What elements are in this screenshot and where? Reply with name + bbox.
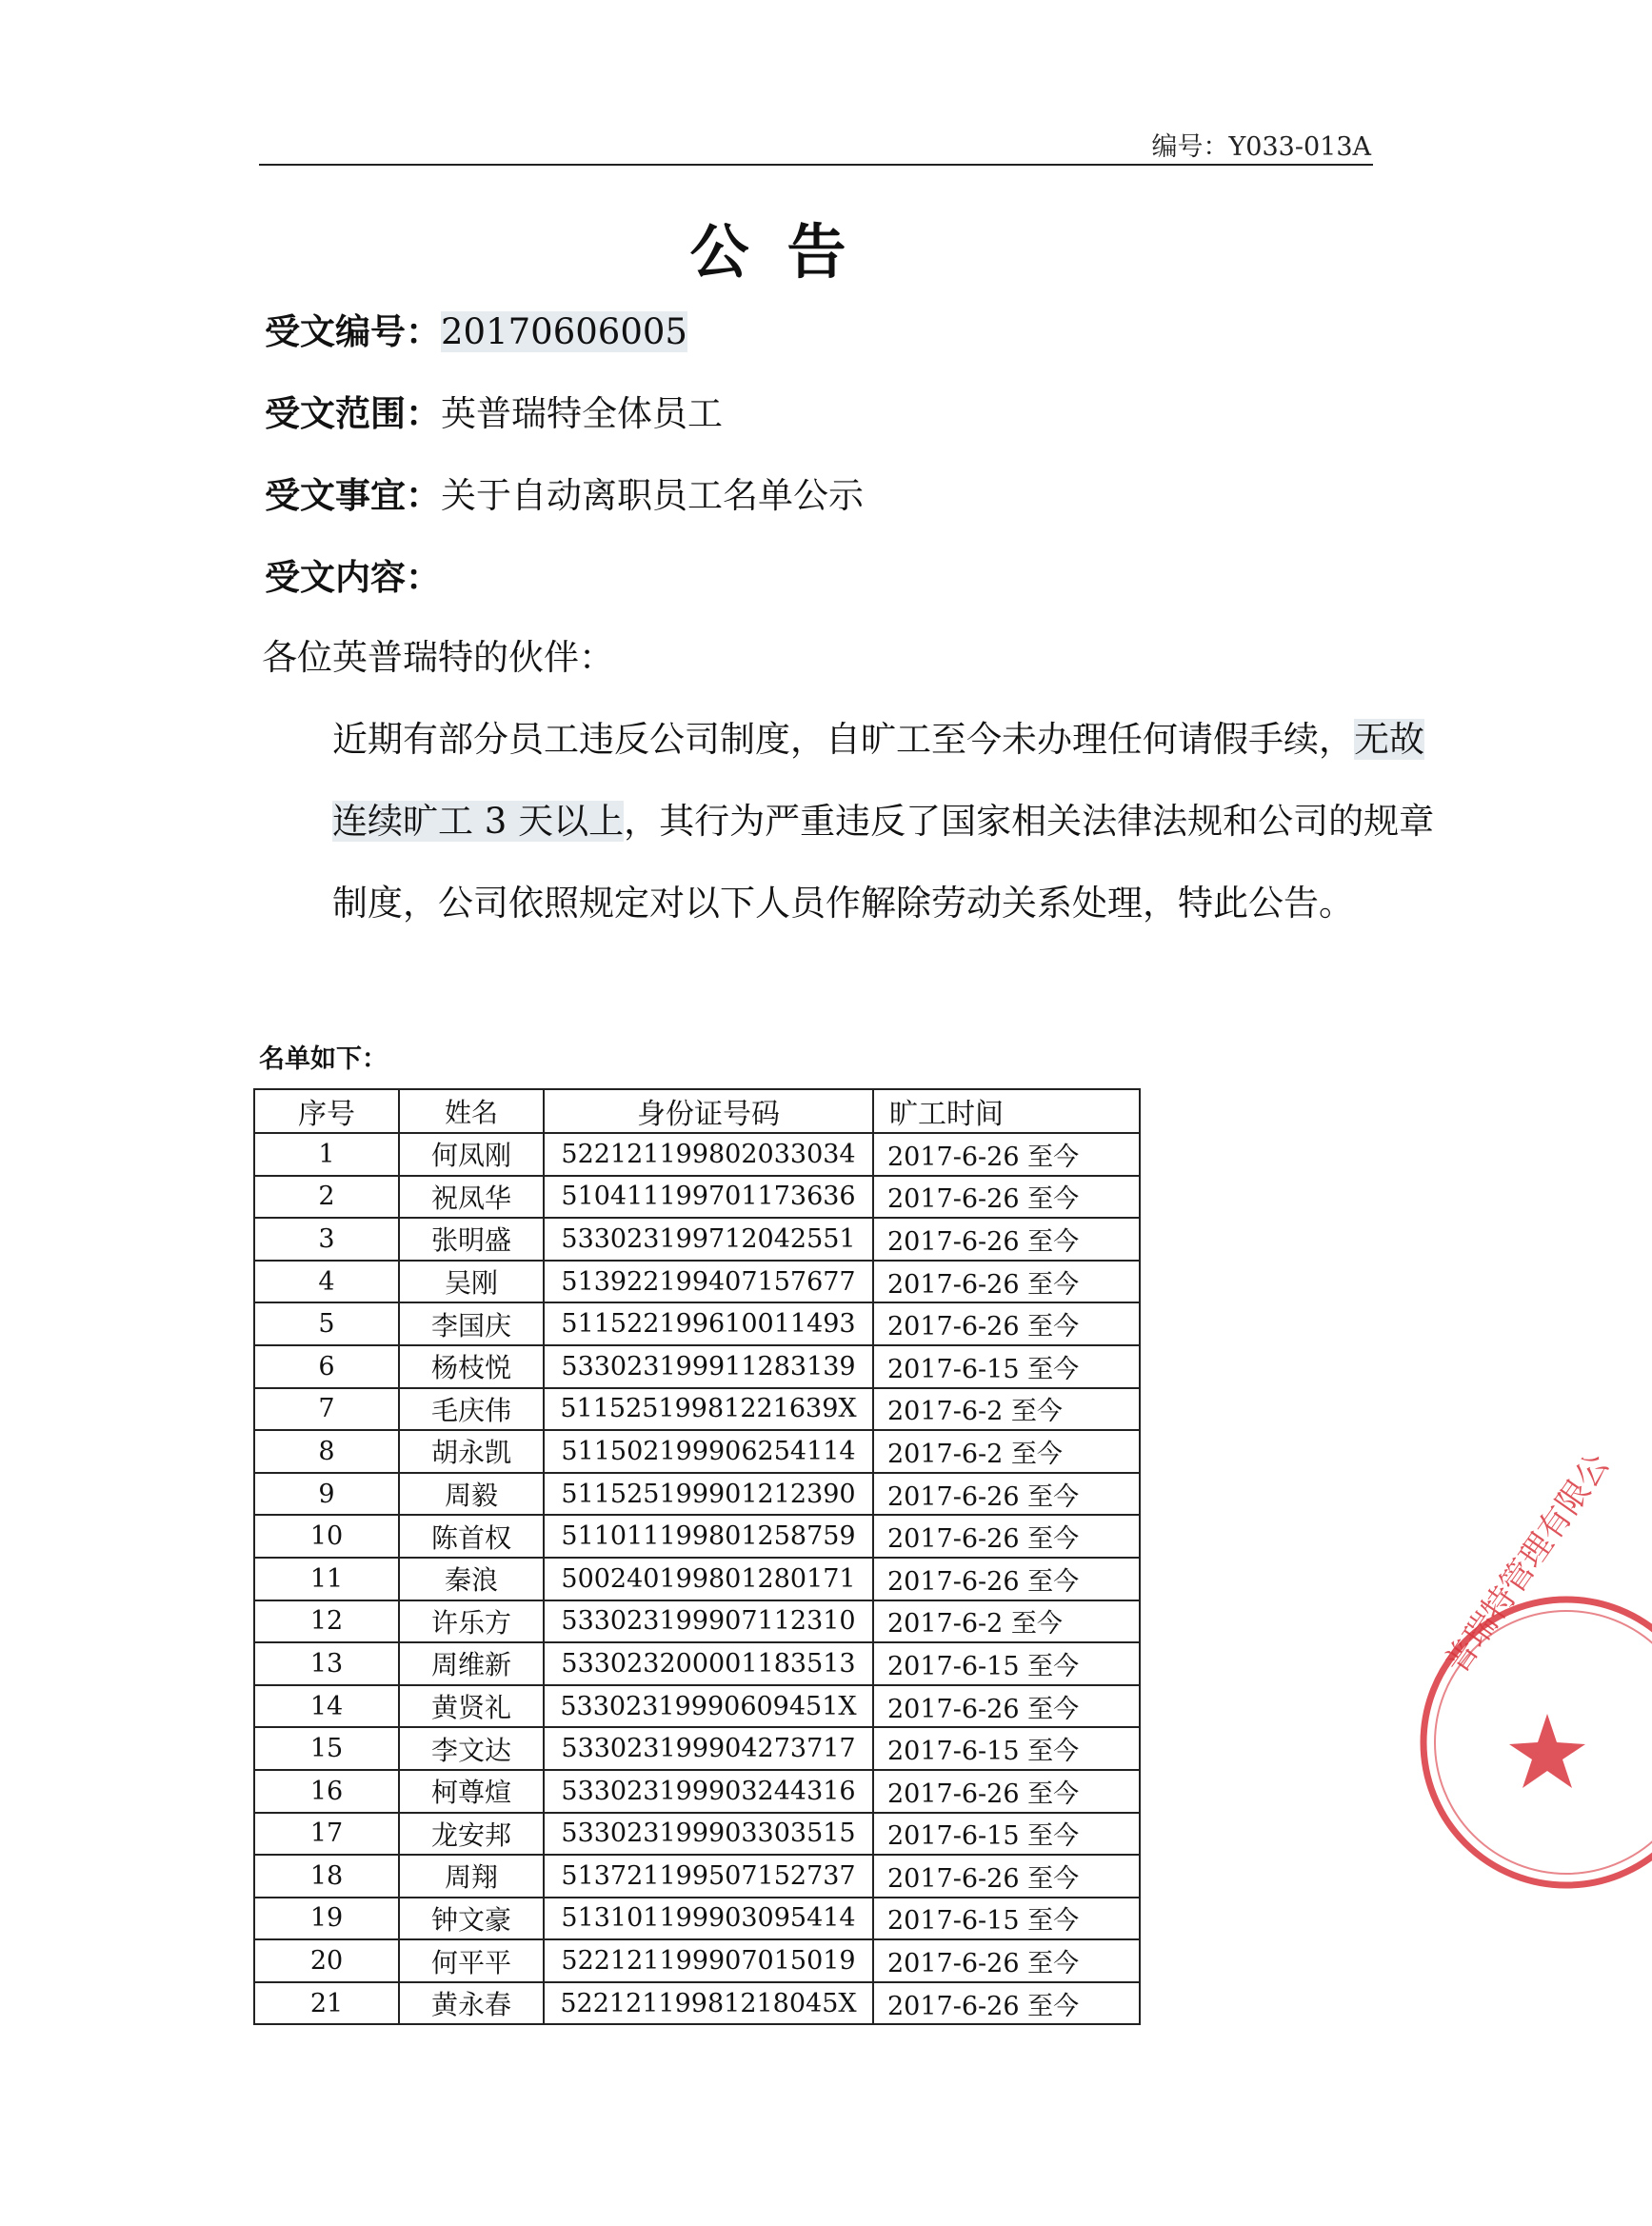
header-absence-time: 旷工时间 — [873, 1089, 1140, 1133]
header-id-number: 身份证号码 — [544, 1089, 873, 1133]
absentee-table — [253, 1088, 1141, 2025]
greeting: 各位英普瑞特的伙伴： — [262, 637, 614, 678]
receipt-number-row — [265, 303, 687, 354]
cell-id-number: 500240199801280171 — [544, 1558, 873, 1600]
cell-id-number: 513721199507152737 — [544, 1855, 873, 1898]
cell-id-number: 533023199904273717 — [544, 1727, 873, 1770]
cell-index: 2 — [254, 1176, 399, 1219]
table-row — [254, 1218, 1140, 1261]
cell-absence-time: 2017-6-26 至今 — [873, 1558, 1140, 1600]
cell-id-number: 533023199907112310 — [544, 1600, 873, 1643]
header-name: 姓名 — [399, 1089, 544, 1133]
cell-absence-time: 2017-6-2 至今 — [873, 1430, 1140, 1473]
table-row — [254, 1261, 1140, 1303]
cell-index: 8 — [254, 1430, 399, 1473]
table-row — [254, 1430, 1140, 1473]
cell-id-number: 533023199911283139 — [544, 1345, 873, 1388]
cell-name: 吴刚 — [399, 1261, 544, 1303]
receipt-number-label: 受文编号： — [265, 311, 441, 352]
cell-id-number: 522121199802033034 — [544, 1133, 873, 1176]
cell-id-number: 51152519981221639X — [544, 1388, 873, 1431]
cell-id-number: 511525199901212390 — [544, 1473, 873, 1516]
cell-name: 李国庆 — [399, 1302, 544, 1345]
cell-absence-time: 2017-6-26 至今 — [873, 1685, 1140, 1728]
cell-index: 19 — [254, 1898, 399, 1940]
cell-index: 1 — [254, 1133, 399, 1176]
document-number: 编号：Y033-013A — [1151, 132, 1371, 162]
cell-absence-time: 2017-6-26 至今 — [873, 1176, 1140, 1219]
cell-absence-time: 2017-6-15 至今 — [873, 1727, 1140, 1770]
cell-absence-time: 2017-6-26 至今 — [873, 1770, 1140, 1813]
scope-label: 受文范围： — [265, 393, 441, 434]
cell-name: 许乐方 — [399, 1600, 544, 1643]
cell-absence-time: 2017-6-26 至今 — [873, 1473, 1140, 1516]
cell-absence-time: 2017-6-15 至今 — [873, 1898, 1140, 1940]
cell-id-number: 522121199907015019 — [544, 1939, 873, 1982]
subject-label: 受文事宜： — [265, 475, 441, 516]
cell-id-number: 533023199903244316 — [544, 1770, 873, 1813]
cell-index: 5 — [254, 1302, 399, 1345]
table-row — [254, 1176, 1140, 1219]
notice-paragraph — [262, 699, 1446, 944]
paragraph-text-2: ，其行为严重违反了国家相关法律法规和公司的规章制度，公司依照规定对以下人员作解除劳动关系处理，特此公告。 — [332, 801, 1435, 924]
paragraph-highlight: 无故连续旷工 3 天以上 — [332, 719, 1424, 842]
cell-id-number: 511011199801258759 — [544, 1515, 873, 1558]
table-row — [254, 1898, 1140, 1940]
cell-id-number: 52212119981218045X — [544, 1982, 873, 2025]
cell-name: 龙安邦 — [399, 1813, 544, 1856]
list-title: 名单如下： — [259, 1044, 388, 1074]
cell-index: 13 — [254, 1642, 399, 1685]
cell-id-number: 533023199712042551 — [544, 1218, 873, 1261]
cell-name: 杨枝悦 — [399, 1345, 544, 1388]
cell-name: 张明盛 — [399, 1218, 544, 1261]
subject-value: 关于自动离职员工名单公示 — [441, 475, 864, 516]
cell-name: 周毅 — [399, 1473, 544, 1516]
cell-name: 柯尊煊 — [399, 1770, 544, 1813]
table-row — [254, 1345, 1140, 1388]
cell-absence-time: 2017-6-26 至今 — [873, 1515, 1140, 1558]
cell-id-number: 513101199903095414 — [544, 1898, 873, 1940]
table-row — [254, 1685, 1140, 1728]
cell-name: 毛庆伟 — [399, 1388, 544, 1431]
cell-name: 钟文豪 — [399, 1898, 544, 1940]
cell-absence-time: 2017-6-15 至今 — [873, 1642, 1140, 1685]
cell-index: 7 — [254, 1388, 399, 1431]
cell-index: 21 — [254, 1982, 399, 2025]
table-row — [254, 1770, 1140, 1813]
cell-absence-time: 2017-6-26 至今 — [873, 1939, 1140, 1982]
cell-id-number: 533023200001183513 — [544, 1642, 873, 1685]
cell-id-number: 513922199407157677 — [544, 1261, 873, 1303]
notice-title: 公告 — [689, 217, 885, 287]
table-row — [254, 1855, 1140, 1898]
cell-index: 4 — [254, 1261, 399, 1303]
table-row — [254, 1302, 1140, 1345]
cell-index: 18 — [254, 1855, 399, 1898]
cell-name: 祝凤华 — [399, 1176, 544, 1219]
cell-absence-time: 2017-6-26 至今 — [873, 1982, 1140, 2025]
company-seal-icon — [1404, 1446, 1652, 1914]
cell-index: 10 — [254, 1515, 399, 1558]
cell-absence-time: 2017-6-15 至今 — [873, 1813, 1140, 1856]
table-row — [254, 1473, 1140, 1516]
cell-index: 16 — [254, 1770, 399, 1813]
cell-absence-time: 2017-6-2 至今 — [873, 1388, 1140, 1431]
cell-name: 秦浪 — [399, 1558, 544, 1600]
table-header-row — [254, 1089, 1140, 1133]
receipt-number-value: 20170606005 — [441, 311, 687, 352]
cell-name: 周翔 — [399, 1855, 544, 1898]
cell-name: 黄贤礼 — [399, 1685, 544, 1728]
cell-absence-time: 2017-6-26 至今 — [873, 1218, 1140, 1261]
table-row — [254, 1813, 1140, 1856]
cell-index: 14 — [254, 1685, 399, 1728]
table-row — [254, 1133, 1140, 1176]
cell-absence-time: 2017-6-26 至今 — [873, 1302, 1140, 1345]
table-row — [254, 1642, 1140, 1685]
cell-index: 12 — [254, 1600, 399, 1643]
cell-index: 11 — [254, 1558, 399, 1600]
cell-index: 17 — [254, 1813, 399, 1856]
scope-value: 英普瑞特全体员工 — [441, 393, 723, 434]
cell-name: 黄永春 — [399, 1982, 544, 2025]
paragraph-text-1: 近期有部分员工违反公司制度，自旷工至今未办理任何请假手续， — [332, 719, 1354, 760]
table-row — [254, 1982, 1140, 2025]
cell-index: 3 — [254, 1218, 399, 1261]
cell-id-number: 510411199701173636 — [544, 1176, 873, 1219]
header-index: 序号 — [254, 1089, 399, 1133]
scope-row — [265, 385, 723, 436]
cell-name: 李文达 — [399, 1727, 544, 1770]
cell-name: 胡永凯 — [399, 1430, 544, 1473]
table-row — [254, 1388, 1140, 1431]
table-row — [254, 1939, 1140, 1982]
cell-id-number: 533023199903303515 — [544, 1813, 873, 1856]
cell-name: 何平平 — [399, 1939, 544, 1982]
cell-id-number: 511502199906254114 — [544, 1430, 873, 1473]
cell-id-number: 511522199610011493 — [544, 1302, 873, 1345]
table-row — [254, 1600, 1140, 1643]
cell-absence-time: 2017-6-15 至今 — [873, 1345, 1140, 1388]
subject-row — [265, 467, 864, 518]
table-row — [254, 1515, 1140, 1558]
table-row — [254, 1558, 1140, 1600]
cell-name: 何凤刚 — [399, 1133, 544, 1176]
content-label: 受文内容： — [265, 557, 441, 598]
header-rule — [259, 164, 1373, 166]
cell-index: 15 — [254, 1727, 399, 1770]
table-row — [254, 1727, 1140, 1770]
seal-lettering: 普瑞特管理有限公 — [1437, 1446, 1618, 1681]
cell-absence-time: 2017-6-26 至今 — [873, 1855, 1140, 1898]
cell-absence-time: 2017-6-26 至今 — [873, 1133, 1140, 1176]
cell-id-number: 53302319990609451X — [544, 1685, 873, 1728]
cell-name: 陈首权 — [399, 1515, 544, 1558]
content-row — [265, 548, 441, 600]
cell-index: 9 — [254, 1473, 399, 1516]
cell-absence-time: 2017-6-26 至今 — [873, 1261, 1140, 1303]
cell-index: 20 — [254, 1939, 399, 1982]
cell-index: 6 — [254, 1345, 399, 1388]
cell-absence-time: 2017-6-2 至今 — [873, 1600, 1140, 1643]
cell-name: 周维新 — [399, 1642, 544, 1685]
table-body — [254, 1133, 1140, 2024]
